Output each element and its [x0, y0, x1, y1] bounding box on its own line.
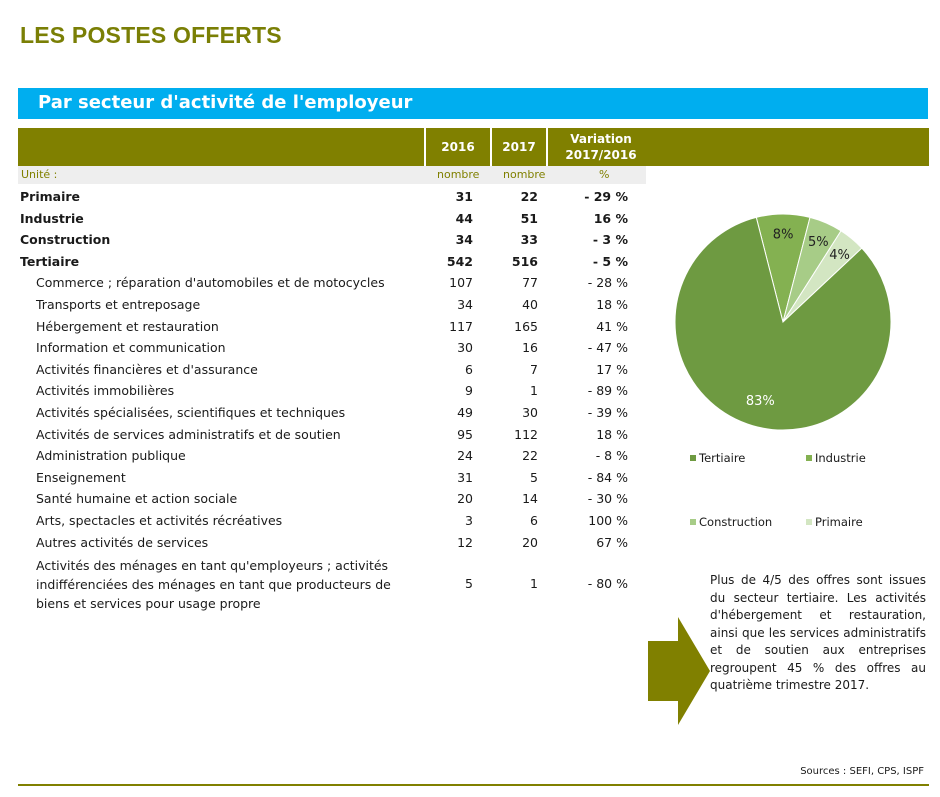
table-cell-2016: 34 [457, 297, 473, 312]
table-cell-2017: 20 [522, 534, 538, 550]
header-variation-line1: Variation [570, 132, 632, 146]
legend-item-construction [690, 515, 772, 529]
table-row-label: Enseignement [36, 469, 126, 485]
table-cell-2016: 117 [449, 318, 473, 334]
table-cell-variation: 18 % [596, 426, 628, 442]
table-cell-2017: 30 [522, 405, 538, 420]
table-row [18, 294, 648, 315]
table-cell-2016: 3 [465, 513, 473, 528]
table-cell-2017: 6 [530, 513, 538, 528]
legend-label: Primaire [815, 515, 863, 529]
table-row [18, 488, 648, 509]
table-row-label: Administration publique [36, 448, 186, 464]
header-2016: 2016 [441, 140, 475, 154]
table-row [18, 208, 648, 229]
table-cell-2016: 5 [465, 576, 473, 591]
table-row-label: Construction [20, 232, 111, 248]
pie-chart [673, 212, 893, 432]
table-cell-2017: 22 [520, 189, 538, 204]
table-cell-2016: 6 [465, 361, 473, 377]
table-cell-2017: 7 [530, 361, 538, 377]
legend-swatch [806, 519, 812, 525]
table-cell-variation: - 47 % [587, 340, 628, 356]
header-2017: 2017 [502, 140, 536, 154]
table-row-label: Transports et entreposage [36, 297, 201, 312]
table-cell-2016: 542 [446, 253, 473, 269]
table-cell-2017: 516 [511, 253, 538, 269]
table-row [18, 316, 648, 337]
table-row [18, 337, 648, 358]
unit-row [18, 166, 646, 184]
table-row-label: Activités financières et d'assurance [36, 361, 258, 377]
table-cell-2016: 31 [457, 469, 473, 485]
table-cell-2017: 165 [514, 318, 538, 334]
table-cell-2016: 24 [457, 448, 473, 464]
table-row-label: Activités spécialisées, scientifiques et techniques [36, 405, 346, 420]
unit-label: Unité : [21, 168, 58, 181]
table-cell-2016: 30 [457, 340, 473, 356]
table-row-label: Arts, spectacles et activités récréatives [36, 513, 283, 528]
section-title: Par secteur d'activité de l'employeur [38, 92, 413, 113]
table-cell-2017: 40 [522, 297, 538, 312]
pie-label-tertiaire: 83% [745, 393, 775, 409]
table-cell-2016: 49 [457, 405, 473, 420]
table-cell-2017: 51 [520, 210, 538, 226]
table-row-label: Autres activités de services [36, 534, 209, 550]
table-row [18, 424, 648, 445]
table-row-label: Primaire [20, 189, 80, 204]
table-cell-2016: 34 [455, 232, 473, 248]
table-cell-2017: 16 [522, 340, 538, 356]
table-row-label: Hébergement et restauration [36, 318, 219, 334]
legend-label: Tertiaire [699, 451, 746, 465]
table-cell-variation: - 28 % [587, 275, 628, 291]
table-cell-2017: 14 [522, 491, 538, 507]
table-cell-2016: 95 [457, 426, 473, 442]
table-row-label: Tertiaire [20, 253, 80, 269]
table-cell-variation: - 30 % [587, 491, 628, 507]
legend-label: Construction [699, 515, 773, 529]
table-cell-2017: 1 [530, 576, 538, 591]
section-bar [18, 88, 928, 119]
table-row [18, 467, 648, 488]
table-row [18, 272, 648, 293]
legend-item-tertiaire [690, 451, 745, 465]
pie-label-construction: 5% [807, 234, 829, 250]
table-cell-variation: 17 % [596, 361, 628, 377]
table-cell-variation: 41 % [596, 318, 628, 334]
legend-swatch [806, 455, 812, 461]
unit-2017: nombre [503, 168, 546, 181]
table-cell-variation: - 3 % [592, 232, 628, 248]
bottom-divider [18, 784, 929, 786]
page-title: LES POSTES OFFERTS [20, 22, 282, 48]
table-row-label: Activités de services administratifs et de soutien [36, 426, 341, 442]
table-row [18, 402, 648, 423]
commentary-note: Plus de 4/5 des offres sont issues du secteur tertiaire. Les activités d'hébergement et restauration, ainsi que les services administratifs et de soutien aux entreprises regroupent 45 % des offres au quatrième trimestre 2017. [710, 573, 926, 692]
pie-label-primaire: 4% [829, 247, 850, 263]
legend-item-primaire [806, 515, 863, 529]
table-cell-variation: - 84 % [587, 469, 628, 485]
legend-swatch [690, 519, 696, 525]
table-row [18, 445, 648, 466]
table-cell-2016: 44 [455, 210, 473, 226]
table-cell-variation: 18 % [596, 297, 628, 312]
table-row [18, 359, 648, 380]
unit-var: % [599, 168, 610, 181]
table-cell-2016: 107 [449, 275, 473, 291]
table-cell-2016: 12 [457, 534, 473, 550]
table-cell-variation: - 39 % [587, 405, 628, 420]
header-variation-line2: 2017/2016 [565, 148, 637, 162]
table-cell-variation: 16 % [593, 210, 628, 226]
table-row [18, 532, 648, 553]
pie-label-industrie: 8% [772, 227, 794, 243]
table-row-label: Santé humaine et action sociale [36, 491, 238, 507]
legend-label: Industrie [815, 451, 866, 465]
table-row [18, 251, 648, 272]
table-row [18, 186, 648, 207]
table-row-label: Commerce ; réparation d'automobiles et de motocycles [36, 275, 385, 291]
right-arrow-icon [648, 617, 710, 725]
table-cell-variation: - 5 % [592, 253, 628, 269]
unit-2016: nombre [437, 168, 480, 181]
table-row [18, 380, 648, 401]
table-header [18, 128, 929, 166]
table-row [18, 229, 648, 250]
table-cell-2017: 1 [530, 383, 538, 399]
table-cell-variation: - 80 % [587, 576, 628, 591]
table-row-label: Activités immobilières [36, 383, 175, 399]
table-cell-2016: 9 [465, 383, 473, 399]
table-cell-variation: - 29 % [584, 189, 628, 204]
table-cell-variation: 100 % [588, 513, 628, 528]
table-cell-variation: - 89 % [587, 383, 628, 399]
table-cell-variation: - 8 % [595, 448, 628, 464]
table-cell-2017: 77 [522, 275, 538, 291]
table-cell-2017: 5 [530, 469, 538, 485]
table-cell-variation: 67 % [596, 534, 628, 550]
table-row-label: Information et communication [36, 340, 226, 356]
table-row-label: Industrie [20, 210, 84, 226]
table-cell-2017: 112 [514, 426, 538, 442]
legend-swatch [690, 455, 696, 461]
table-row-label: Activités des ménages en tant qu'employeurs ; activités indifférenciées des ménages en tant que producteurs de biens et services pour usage propre [36, 558, 391, 611]
table-cell-2016: 20 [457, 491, 473, 507]
table-cell-2017: 22 [522, 448, 538, 464]
sources: Sources : SEFI, CPS, ISPF [800, 766, 924, 777]
table-row [18, 510, 648, 531]
table-cell-2017: 33 [520, 232, 538, 248]
table-cell-2016: 31 [455, 189, 473, 204]
legend-item-industrie [806, 451, 866, 465]
header-variation [548, 128, 654, 166]
